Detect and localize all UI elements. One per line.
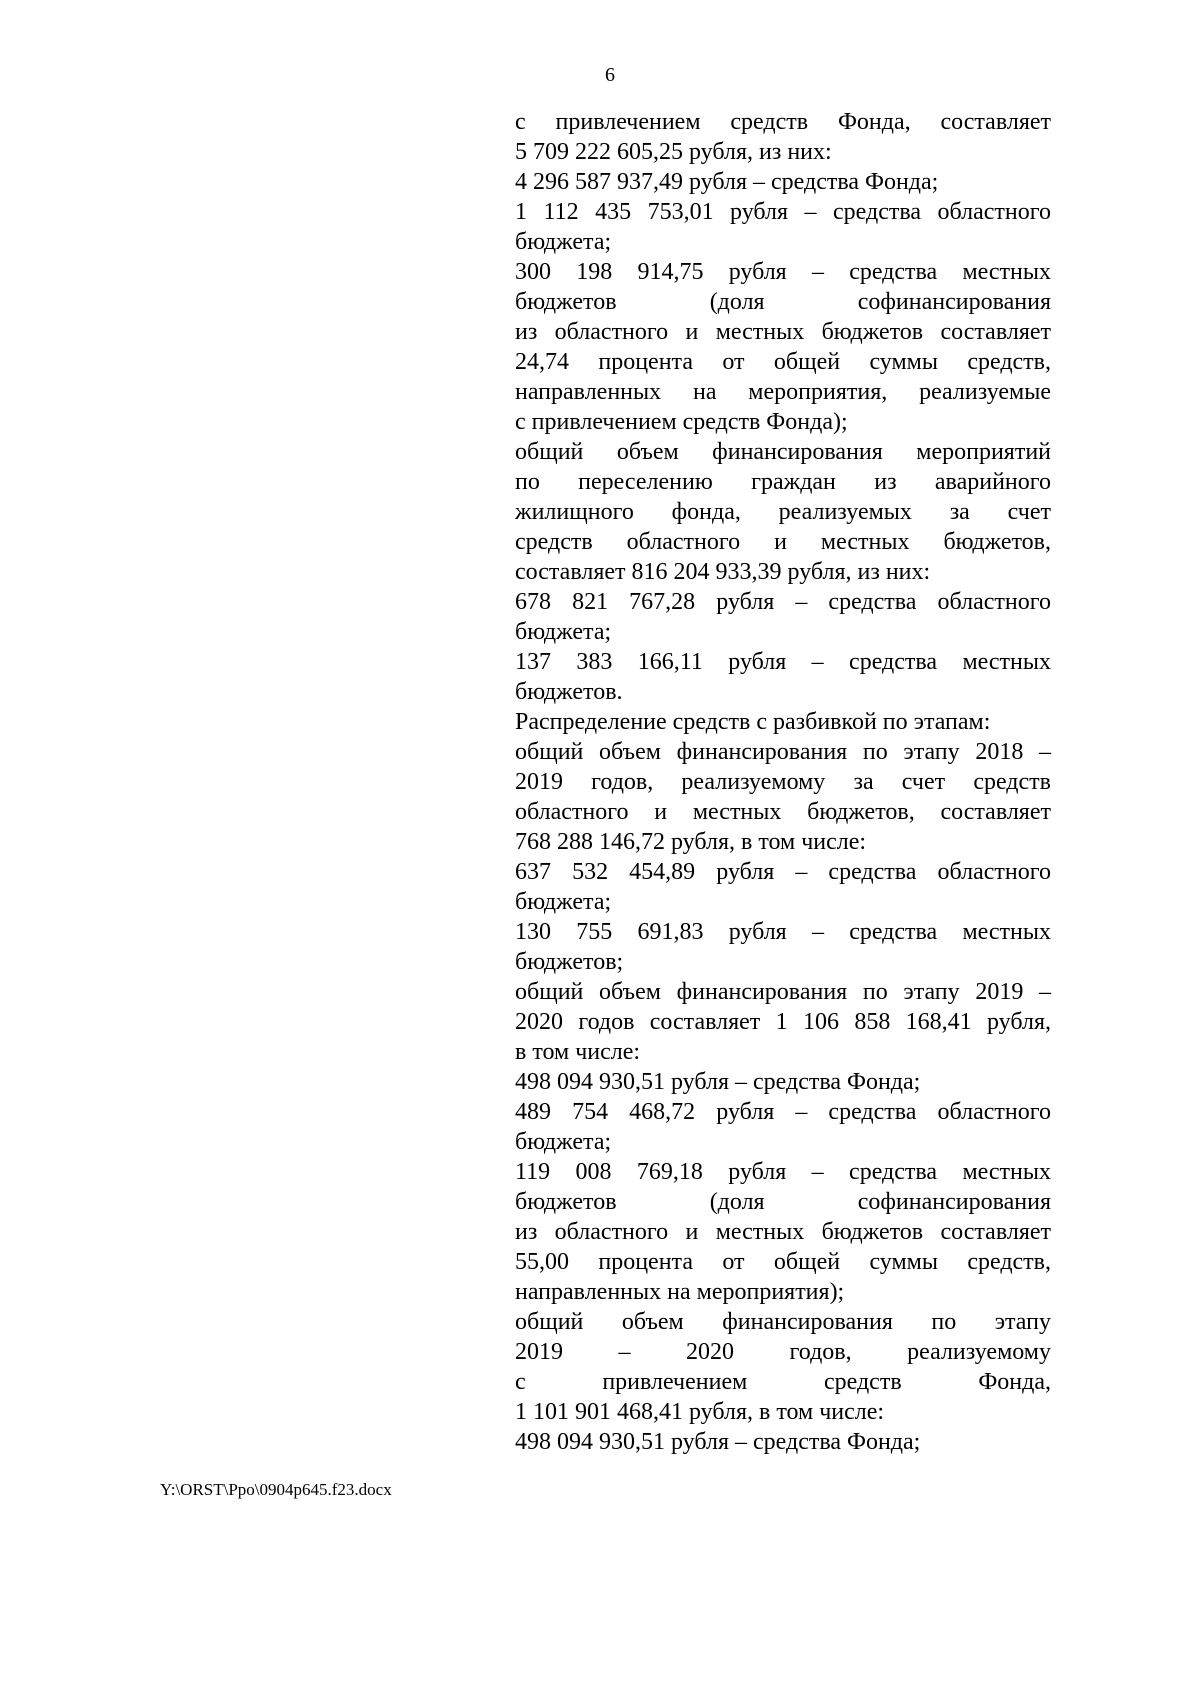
text-line: из областного и местных бюджетов составляет <box>515 1219 1051 1245</box>
text-line: 4 296 587 937,49 рубля – средства Фонда; <box>515 169 939 195</box>
text-line: бюджетов; <box>515 949 624 975</box>
text-line: средств областного и местных бюджетов, <box>515 529 1051 555</box>
text-line: 24,74 процента от общей суммы средств, <box>515 349 1051 375</box>
text-line: 768 288 146,72 рубля, в том числе: <box>515 829 867 855</box>
text-line: 130 755 691,83 рубля – средства местных <box>515 919 1051 945</box>
text-line: 489 754 468,72 рубля – средства областного <box>515 1099 1051 1125</box>
text-line: общий объем финансирования мероприятий <box>515 439 1051 465</box>
text-line: Распределение средств с разбивкой по этапам: <box>515 709 991 735</box>
text-line: общий объем финансирования по этапу 2018 – <box>515 739 1051 765</box>
text-line: с привлечением средств Фонда, <box>515 1369 1051 1395</box>
text-line: составляет 816 204 933,39 рубля, из них: <box>515 559 931 585</box>
text-line: направленных на мероприятия); <box>515 1279 845 1305</box>
text-line: 2020 годов составляет 1 106 858 168,41 рубля, <box>515 1009 1051 1035</box>
text-line: бюджетов. <box>515 679 623 705</box>
text-line: 55,00 процента от общей суммы средств, <box>515 1249 1051 1275</box>
text-line: направленных на мероприятия, реализуемые <box>515 379 1051 405</box>
text-line: с привлечением средств Фонда); <box>515 409 848 435</box>
text-line: бюджетов (доля софинансирования <box>515 1189 1051 1215</box>
text-line: 637 532 454,89 рубля – средства областного <box>515 859 1051 885</box>
text-line: 119 008 769,18 рубля – средства местных <box>515 1159 1051 1185</box>
text-line: 5 709 222 605,25 рубля, из них: <box>515 139 832 165</box>
text-line: 1 101 901 468,41 рубля, в том числе: <box>515 1399 885 1425</box>
text-line: из областного и местных бюджетов составляет <box>515 319 1051 345</box>
text-line: 498 094 930,51 рубля – средства Фонда; <box>515 1429 921 1455</box>
text-line: в том числе: <box>515 1039 641 1065</box>
text-line: бюджета; <box>515 229 612 255</box>
document-body <box>515 107 1051 1457</box>
text-line: по переселению граждан из аварийного <box>515 469 1051 495</box>
text-line: 300 198 914,75 рубля – средства местных <box>515 259 1051 285</box>
text-line: общий объем финансирования по этапу <box>515 1309 1051 1335</box>
text-line: 2019 – 2020 годов, реализуемому <box>515 1339 1051 1365</box>
text-line: общий объем финансирования по этапу 2019 – <box>515 979 1051 1005</box>
text-line: 2019 годов, реализуемому за счет средств <box>515 769 1051 795</box>
text-line: жилищного фонда, реализуемых за счет <box>515 499 1051 525</box>
text-line: 498 094 930,51 рубля – средства Фонда; <box>515 1069 921 1095</box>
text-line: 137 383 166,11 рубля – средства местных <box>515 649 1051 675</box>
text-line: 1 112 435 753,01 рубля – средства областного <box>515 199 1051 225</box>
text-line: бюджета; <box>515 889 612 915</box>
text-line: 678 821 767,28 рубля – средства областного <box>515 589 1051 615</box>
text-line: бюджетов (доля софинансирования <box>515 289 1051 315</box>
footer-file-path: Y:\ORST\Ppo\0904p645.f23.docx <box>160 1480 392 1499</box>
text-line: с привлечением средств Фонда, составляет <box>515 109 1051 135</box>
page-number: 6 <box>605 64 615 86</box>
text-line: бюджета; <box>515 1129 612 1155</box>
text-line: областного и местных бюджетов, составляет <box>515 799 1051 825</box>
text-line: бюджета; <box>515 619 612 645</box>
